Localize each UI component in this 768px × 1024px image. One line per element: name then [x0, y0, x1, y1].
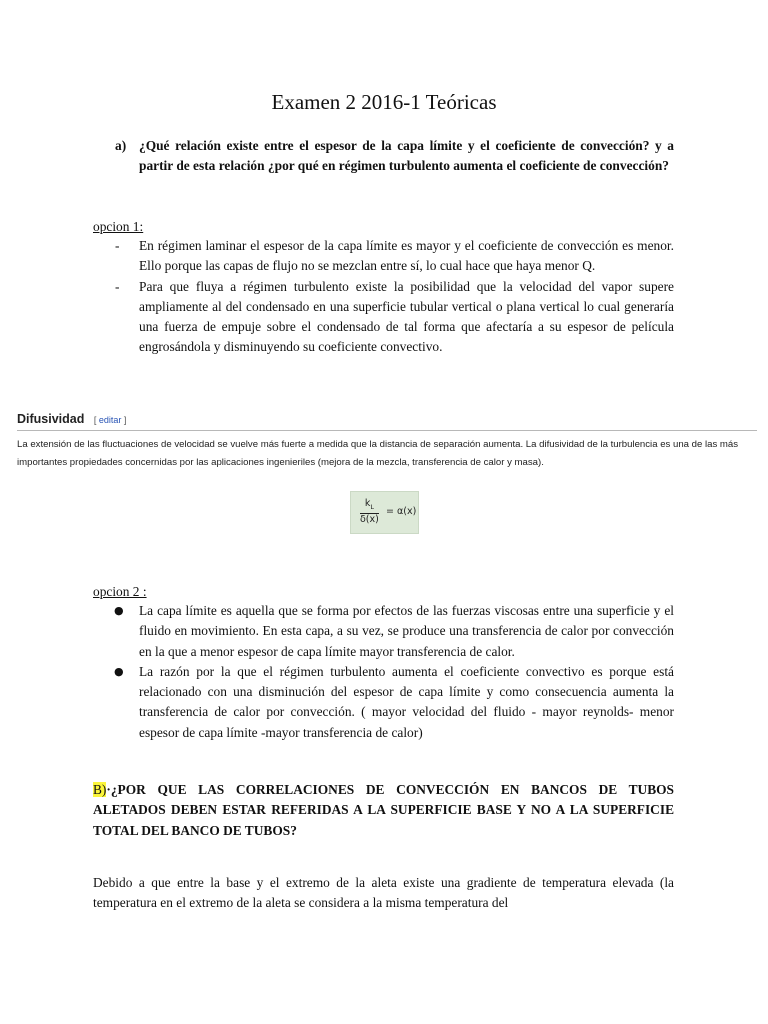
option1-item-text: En régimen laminar el espesor de la capa límite es mayor y el coeficiente de convección es menor. Ello porque las capas de flujo no se mezclan entre sí, lo cual hace que haya menor Q. — [139, 238, 674, 274]
option1-heading: opcion 1: — [93, 219, 144, 234]
formula-image — [350, 491, 419, 534]
option2-item-text: La razón por la que el régimen turbulento aumenta el coeficiente convectivo es porque está relacionado con una disminución del espesor de capa límite y como consecuencia aumenta la transferencia de calor por convección. ( mayor velocidad del fluido - mayor reynolds- menor espesor de capa límite -mayor transferencia de calor) — [139, 663, 674, 740]
question-b-label: B) — [93, 782, 107, 797]
option1-item — [93, 236, 674, 277]
option2-heading: opcion 2 : — [93, 584, 147, 599]
option2-item-text: La capa límite es aquella que se forma por efectos de las fuerzas viscosas entre una superficie y el fluido en movimiento. En esta capa, a su vez, se produce una transferencia de calor por convección en la que a menor espesor de capa límite mayor transferencia de calor. — [139, 603, 674, 659]
formula-denominator: δ(x) — [360, 513, 379, 525]
option1-list — [93, 236, 674, 358]
page-title: Examen 2 2016-1 Teóricas — [271, 90, 497, 114]
formula-numerator: $k_L$ — [360, 498, 379, 514]
bullet-dot-icon: ● — [114, 664, 124, 678]
formula-fraction — [360, 498, 379, 526]
option2-item — [93, 662, 674, 743]
answer-b-paragraph: Debido a que entre la base y el extremo de la aleta existe una gradiente de temperatura elevada (la temperatura en el extremo de la aleta se considera a la misma temperatura del — [93, 875, 674, 911]
wiki-paragraph: La extensión de las fluctuaciones de velocidad se vuelve más fuerte a medida que la distancia de separación aumenta. La difusividad de la turbulencia es una de las más importantes propiedades concernidas por las aplicaciones ingenieriles (mejora de la mezcla, transferencia de calor y masa). — [17, 439, 739, 468]
option1-item — [93, 277, 674, 358]
wiki-edit-link[interactable]: editar — [98, 415, 122, 425]
wiki-heading-text: Difusividad — [17, 412, 85, 426]
option1-item-text: Para que fluya a régimen turbulento existe la posibilidad que la velocidad del vapor supere ampliamente al del condensado en una superficie tubular vertical o plana vertical lo cual generaría una fuerza de empuje sobre el condensado de tal forma que afectaría a su espesor de película engrosándola y disminuyendo su coeficiente convectivo. — [139, 278, 674, 355]
question-b-text: ·¿POR QUE LAS CORRELACIONES DE CONVECCIÓN EN BANCOS DE TUBOS ALETADOS DEBEN ESTAR REFERIDAS A LA SUPERFICIE BASE Y NO A LA SUPERFICIE TOTAL DEL BANCO DE TUBOS? — [93, 782, 674, 838]
question-a-text: ¿Qué relación existe entre el espesor de la capa límite y el coeficiente de convección? y a partir de esta relación ¿por qué en régimen turbulento aumenta el coeficiente de convección? — [139, 138, 674, 174]
option2-list — [93, 601, 674, 743]
question-b — [93, 780, 674, 841]
wiki-excerpt — [17, 412, 757, 472]
bullet-dot-icon: ● — [114, 604, 124, 617]
question-a-label: a) — [115, 138, 127, 153]
question-a — [93, 136, 674, 177]
dash-bullet: - — [115, 238, 120, 253]
option2-item — [93, 601, 674, 662]
wiki-section-heading — [17, 412, 757, 431]
wiki-edit: [ editar ] — [93, 415, 127, 425]
dash-bullet: - — [115, 278, 120, 294]
formula-rhs: = α(x) — [386, 506, 417, 517]
